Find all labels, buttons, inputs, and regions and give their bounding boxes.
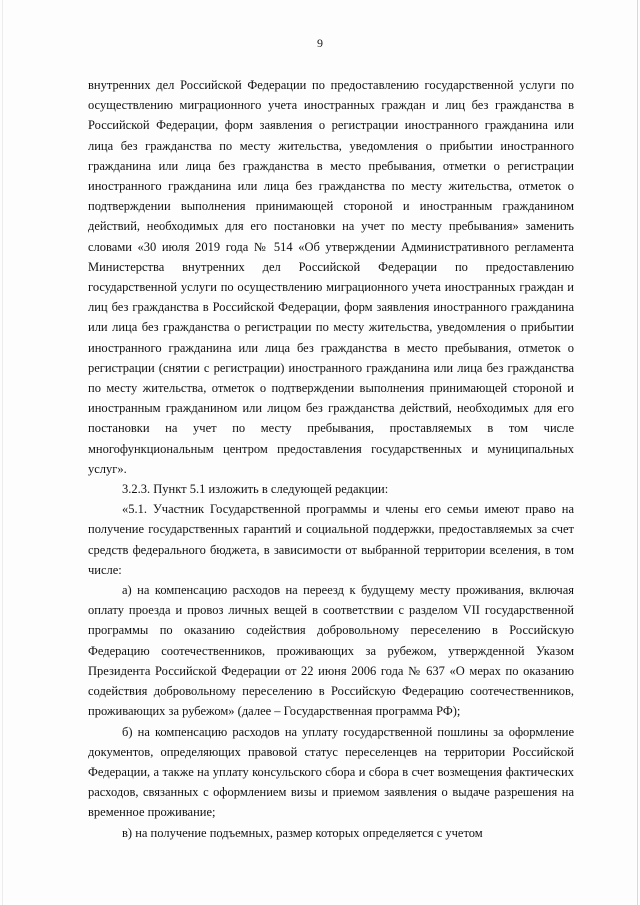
paragraph-continuation: внутренних дел Российской Федерации по предоставлению государственной услуги по осуществлению миграционного учета иностранных граждан и лиц без гражданства в Российской Федерации, форм заявления о регистрации иностранного гражданина или лица без гражданства по месту жительства, уведомления о прибытии иностранного гражданина или лица без гражданства в место пребывания, отметки о регистрации иностранного гражданина или лица без гражданства по месту жительства, отметок о подтверждении выполнения принимающей стороной и иностранным гражданином действий, необходимых для его постановки на учет по месту пребывания» заменить словами «30 июля 2019 года № 514 «Об утверждении Административного регламента Министерства внутренних дел Российской Федерации по предоставлению государственной услуги по осуществлению миграционного учета иностранных граждан и лиц без гражданства в Российской Федерации, форм заявления иностранного гражданина или лица без гражданства о регистрации по месту жительства, уведомления о прибытии иностранного гражданина или лица без гражданства в место пребывания, отметок о регистрации (снятии с регистрации) иностранного гражданина или лица без гражданства по месту жительства, отметок о подтверждении выполнения принимающей стороной и иностранным гражданином или лицом без гражданства действий, необходимых для его постановки на учет по месту пребывания, проставляемых в том числе многофункциональным центром предоставления государственных и муниципальных услуг». [88, 78, 574, 476]
document-body [88, 75, 574, 843]
scan-edge-right [637, 0, 638, 905]
page-number: 9 [317, 36, 323, 50]
scan-edge-left [2, 0, 3, 905]
paragraph-clause-5-1: «5.1. Участник Государственной программы и члены его семьи имеют право на получение государственных гарантий и социальной поддержки, предоставляемых за счет средств федерального бюджета, в зависимости от выбранной территории вселения, в том числе: [88, 502, 574, 577]
paragraph-item-v: в) на получение подъемных, размер которых определяется с учетом [122, 825, 483, 840]
paragraph-item-a: а) на компенсацию расходов на переезд к будущему месту проживания, включая оплату проезда и провоз личных вещей в соответствии с разделом VII государственной программы по оказанию содействия добровольному переселению в Российскую Федерацию соотечественников, проживающих за рубежом, утвержденной Указом Президента Российской Федерации от 22 июня 2006 года № 637 «О мерах по оказанию содействия добровольному переселению в Российскую Федерацию соотечественников, проживающих за рубежом» (далее – Государственная программа РФ); [88, 583, 574, 719]
paragraph-clause-3-2-3: 3.2.3. Пункт 5.1 изложить в следующей редакции: [122, 482, 389, 497]
paragraph-item-b: б) на компенсацию расходов на уплату государственной пошлины за оформление документов, определяющих правовой статус переселенцев на территории Российской Федерации, а также на уплату консульского сбора и сбора в счет возмещения фактических расходов, связанных с оформлением визы и приемом заявления о выдаче разрешения на временное проживание; [88, 724, 574, 820]
